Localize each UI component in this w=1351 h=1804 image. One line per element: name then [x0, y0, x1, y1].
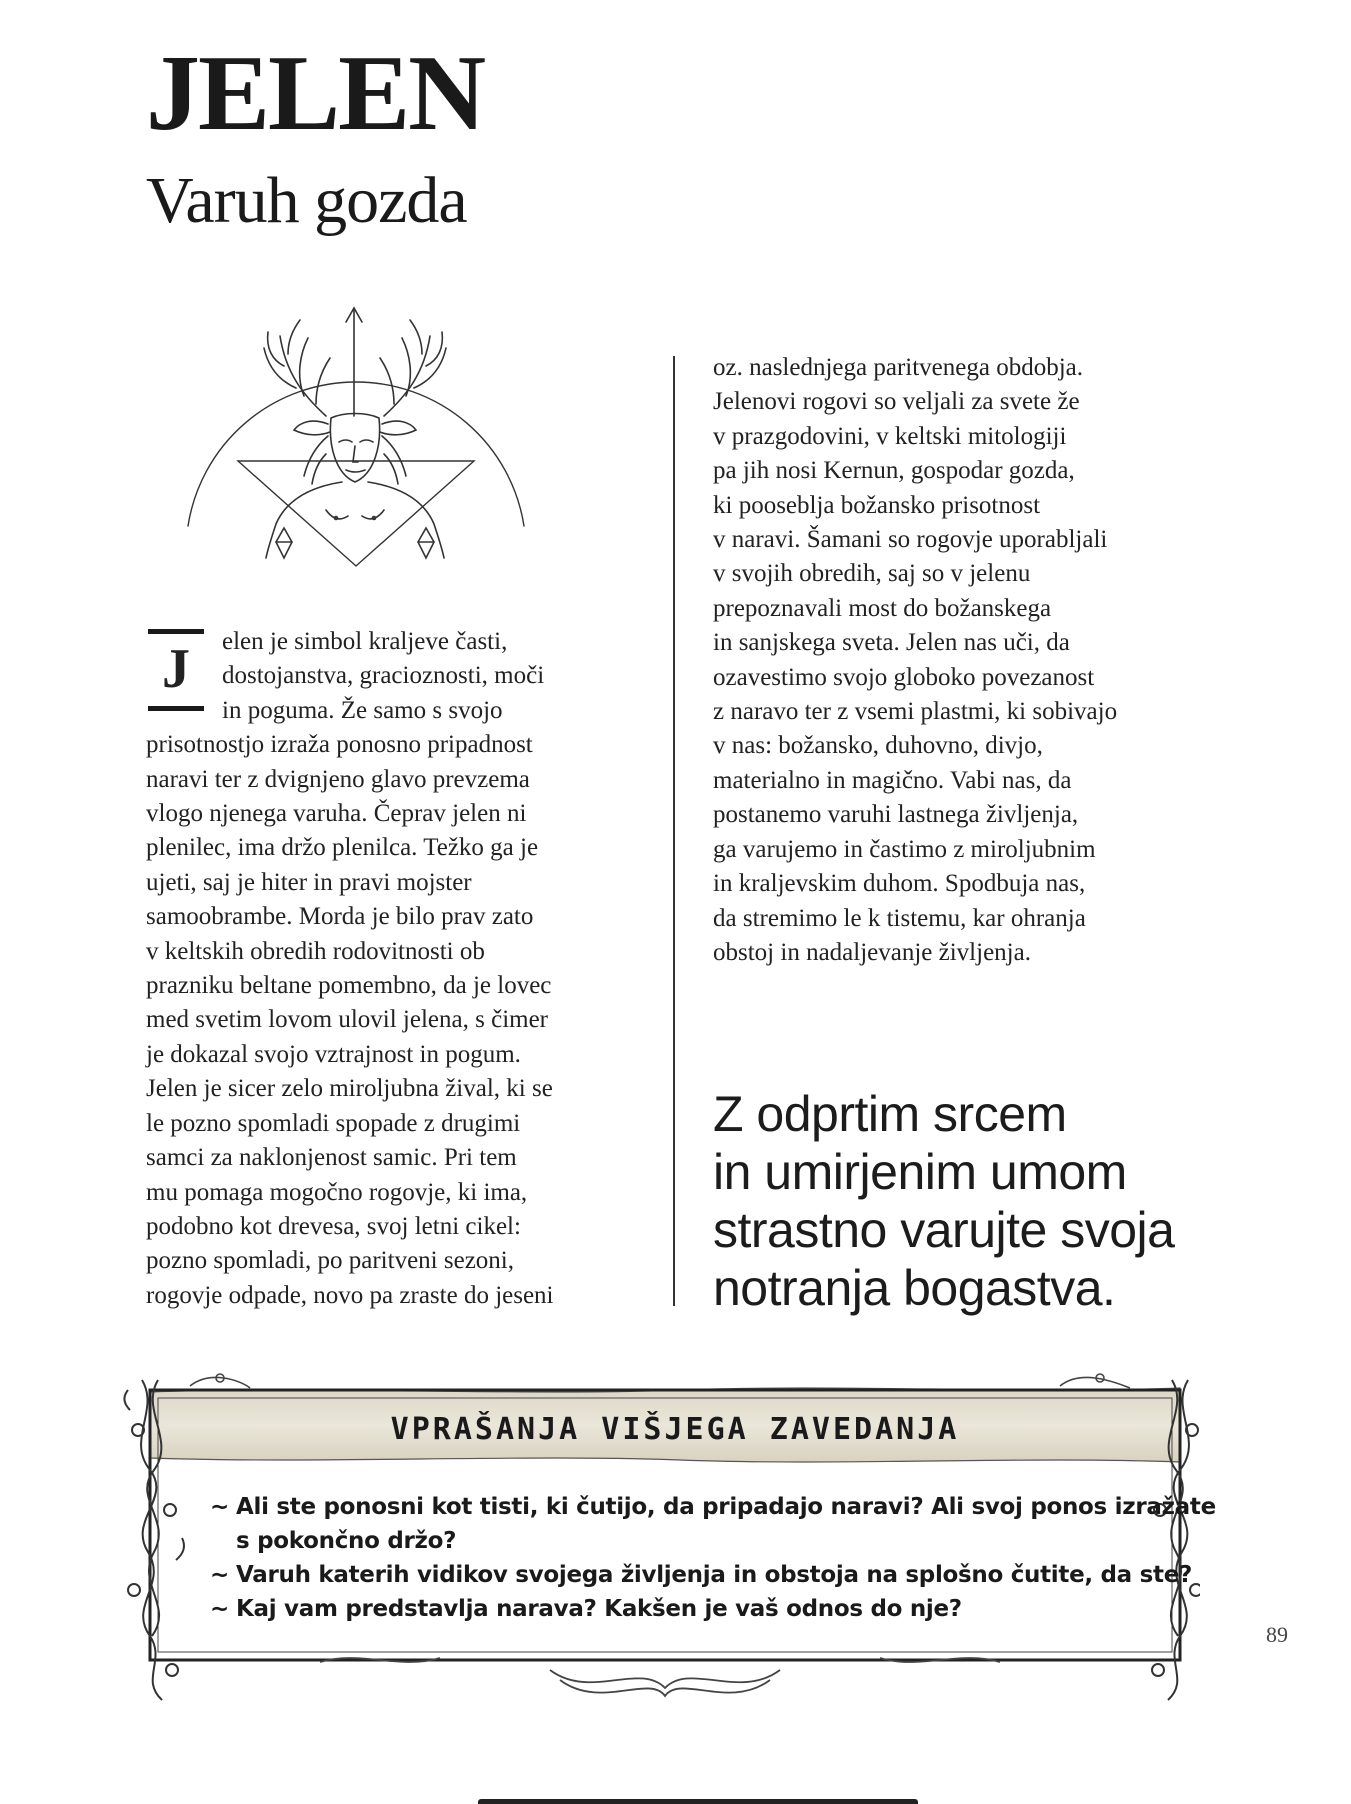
text-line: ozavestimo svojo globoko povezanost: [713, 663, 1095, 691]
question-list: [210, 1490, 1216, 1626]
question-item: [210, 1490, 1216, 1558]
scroll-indicator-bar: [478, 1799, 918, 1804]
text-line: naravi ter z dvignjeno glavo prevzema: [146, 765, 530, 793]
text-line: mu pomaga mogočno rogovje, ki ima,: [146, 1178, 528, 1206]
text-line: v keltskih obredih rodovitnosti ob: [146, 937, 485, 965]
quote-line: notranja bogastva.: [713, 1260, 1116, 1316]
question-line: Kaj vam predstavlja narava? Kakšen je vaš odnos do nje?: [236, 1596, 962, 1622]
text-line: obstoj in nadaljevanje življenja.: [713, 938, 1031, 966]
question-item: [210, 1558, 1193, 1592]
column-divider: [673, 356, 675, 1306]
panel-title: VPRAŠANJA VIŠJEGA ZAVEDANJA: [390, 1412, 960, 1447]
question-line: Varuh katerih vidikov svojega življenja in obstoja na splošno čutite, da ste?: [236, 1562, 1193, 1588]
text-line: prazniku beltane pomembno, da je lovec: [146, 972, 552, 1000]
question-line: Ali ste ponosni kot tisti, ki čutijo, da pripadajo naravi? Ali svoj ponos izražate: [236, 1494, 1216, 1520]
drop-cap-letter: J: [162, 638, 190, 700]
drop-cap: [146, 629, 206, 725]
text-line: da stremimo le k tistemu, kar ohranja: [713, 904, 1086, 932]
text-line: oz. naslednjega paritvenega obdobja.: [713, 354, 1083, 381]
pull-quote: [713, 1085, 1273, 1317]
text-line: materialno in magično. Vabi nas, da: [713, 766, 1072, 794]
text-line: pa jih nosi Kernun, gospodar gozda,: [713, 457, 1075, 485]
text-line: in sanjskega sveta. Jelen nas uči, da: [713, 629, 1070, 657]
tilde-bullet-icon: ~: [210, 1562, 229, 1588]
text-line: podobno kot drevesa, svoj letni cikel:: [146, 1212, 521, 1240]
drop-cap-bar-bottom: [148, 706, 204, 711]
quote-line: Z odprtim srcem: [713, 1086, 1067, 1142]
quote-line: in umirjenim umom: [713, 1144, 1127, 1200]
text-line: med svetim lovom ulovil jelena, s čimer: [146, 1006, 549, 1034]
stag-deity-icon: [176, 296, 536, 596]
text-line: rogovje odpade, novo pa zraste do jeseni: [146, 1281, 554, 1309]
text-line: Jelenovi rogovi so veljali za svete že: [713, 388, 1080, 416]
tilde-bullet-icon: ~: [210, 1596, 229, 1622]
quote-line: strastno varujte svoja: [713, 1202, 1175, 1258]
body-text-left: [146, 625, 646, 1313]
text-line: in kraljevskim duhom. Spodbuja nas,: [713, 870, 1086, 898]
text-line: v naravi. Šamani so rogovje uporabljali: [713, 526, 1108, 554]
text-line: plenilec, ima držo plenilca. Težko ga je: [146, 834, 539, 862]
text-line: pozno spomladi, po paritveni sezoni,: [146, 1247, 514, 1275]
body-text-right: [713, 351, 1213, 970]
text-line: je dokazal svojo vztrajnost in pogum.: [146, 1040, 521, 1068]
text-line: ga varujemo in častimo z miroljubnim: [713, 835, 1096, 863]
text-line: samci za naklonjenost samic. Pri tem: [146, 1144, 517, 1172]
text-line: ujeti, saj je hiter in pravi mojster: [146, 868, 472, 896]
text-line: prisotnostjo izraža ponosno pripadnost: [146, 731, 533, 759]
page-number: 89: [1266, 1622, 1288, 1647]
page-title: JELEN: [146, 34, 485, 153]
text-line: v svojih obredih, saj so v jelenu: [713, 560, 1031, 588]
text-line: v prazgodovini, v keltski mitologiji: [713, 422, 1067, 450]
text-line: dostojanstva, gracioznosti, moči: [222, 662, 545, 690]
text-line: ki pooseblja božansko prisotnost: [713, 491, 1041, 519]
questions-panel: [120, 1370, 1216, 1710]
text-line: le pozno spomladi spopade z drugimi: [146, 1109, 521, 1137]
page-subtitle: Varuh gozda: [146, 164, 467, 237]
text-line: elen je simbol kraljeve časti,: [222, 628, 508, 655]
tilde-bullet-icon: ~: [210, 1494, 229, 1520]
text-line: in poguma. Že samo s svojo: [222, 696, 503, 724]
text-line: Jelen je sicer zelo miroljubna žival, ki se: [146, 1075, 553, 1103]
text-line: postanemo varuhi lastnega življenja,: [713, 801, 1079, 829]
text-line: v nas: božansko, duhovno, divjo,: [713, 732, 1043, 760]
question-line: s pokončno držo?: [236, 1528, 457, 1554]
text-line: z naravo ter z vsemi plastmi, ki sobivajo: [713, 698, 1118, 726]
text-line: samoobrambe. Morda je bilo prav zato: [146, 903, 534, 931]
text-line: vlogo njenega varuha. Čeprav jelen ni: [146, 800, 527, 828]
question-item: [210, 1592, 1130, 1626]
text-line: prepoznavali most do božanskega: [713, 594, 1052, 622]
